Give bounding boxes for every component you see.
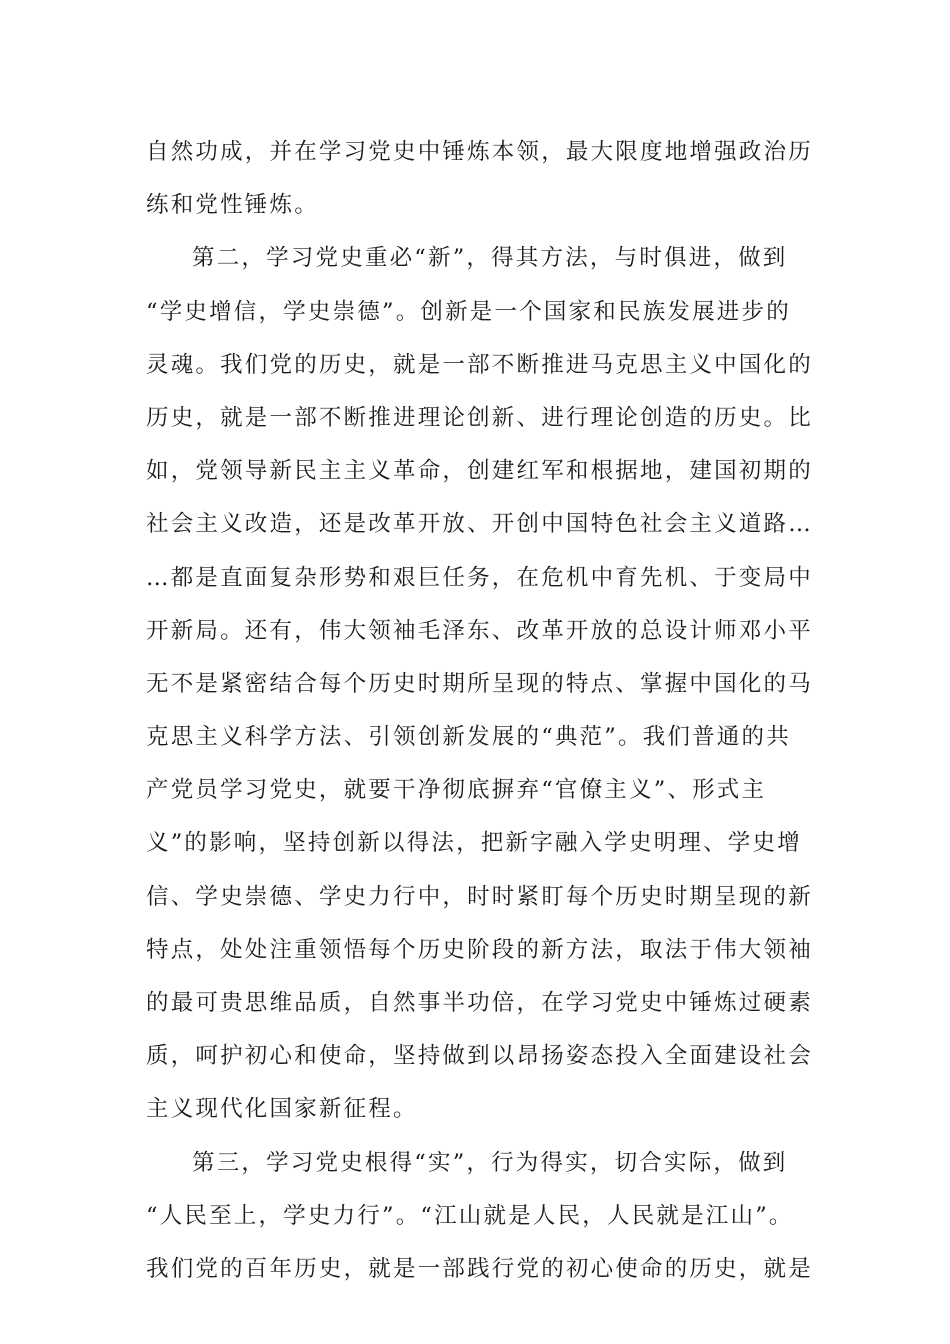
text-line: 的最可贵思维品质，自然事半功倍，在学习党史中锤炼过硬素: [146, 990, 813, 1016]
text-line: 质，呵护初心和使命，坚持做到以昂扬姿态投入全面建设社会: [146, 1043, 813, 1070]
text-line: 我们党的百年历史，就是一部践行党的初心使命的历史，就是: [146, 1255, 813, 1282]
text-line: “学史增信，学史崇德”。创新是一个国家和民族发展进步的: [146, 298, 791, 325]
text-line: 自然功成，并在学习党史中锤炼本领，最大限度地增强政治历: [146, 139, 813, 165]
text-line: 练和党性锤炼。: [146, 192, 319, 219]
text-line: 灵魂。我们党的历史，就是一部不断推进马克思主义中国化的: [146, 351, 813, 378]
text-line: 克思主义科学方法、引领创新发展的“典范”。我们普通的共: [146, 724, 791, 751]
text-line: 开新局。还有，伟大领袖毛泽东、改革开放的总设计师邓小平: [146, 617, 813, 644]
text-line: 特点，处处注重领悟每个历史阶段的新方法，取法于伟大领袖: [146, 936, 813, 963]
paragraph-start-line: 第二，学习党史重必“新”，得其方法，与时俱进，做到: [192, 245, 788, 272]
body-text: [146, 126, 813, 1296]
text-line: 无不是紧密结合每个历史时期所呈现的特点、掌握中国化的马: [146, 670, 813, 697]
text-line: 义”的影响，坚持创新以得法，把新字融入学史明理、学史增: [146, 830, 802, 857]
paragraph-start-line: 第三，学习党史根得“实”，行为得实，切合实际，做到: [192, 1149, 788, 1176]
text-line: 主义现代化国家新征程。: [146, 1096, 418, 1123]
text-line: 社会主义改造，还是改革开放、开创中国特色社会主义道路…: [146, 511, 813, 538]
text-line: “人民至上，学史力行”。“江山就是人民，人民就是江山”。: [146, 1202, 794, 1229]
text-line: 信、学史崇德、学史力行中，时时紧盯每个历史时期呈现的新: [146, 883, 813, 910]
text-line: 历史，就是一部不断推进理论创新、进行理论创造的历史。比: [146, 404, 813, 431]
text-line: 如，党领导新民主主义革命，创建红军和根据地，建国初期的: [146, 458, 813, 485]
text-line: 产党员学习党史，就要干净彻底摒弃“官僚主义”、形式主: [146, 777, 767, 804]
text-line: …都是直面复杂形势和艰巨任务，在危机中育先机、于变局中: [146, 564, 813, 591]
